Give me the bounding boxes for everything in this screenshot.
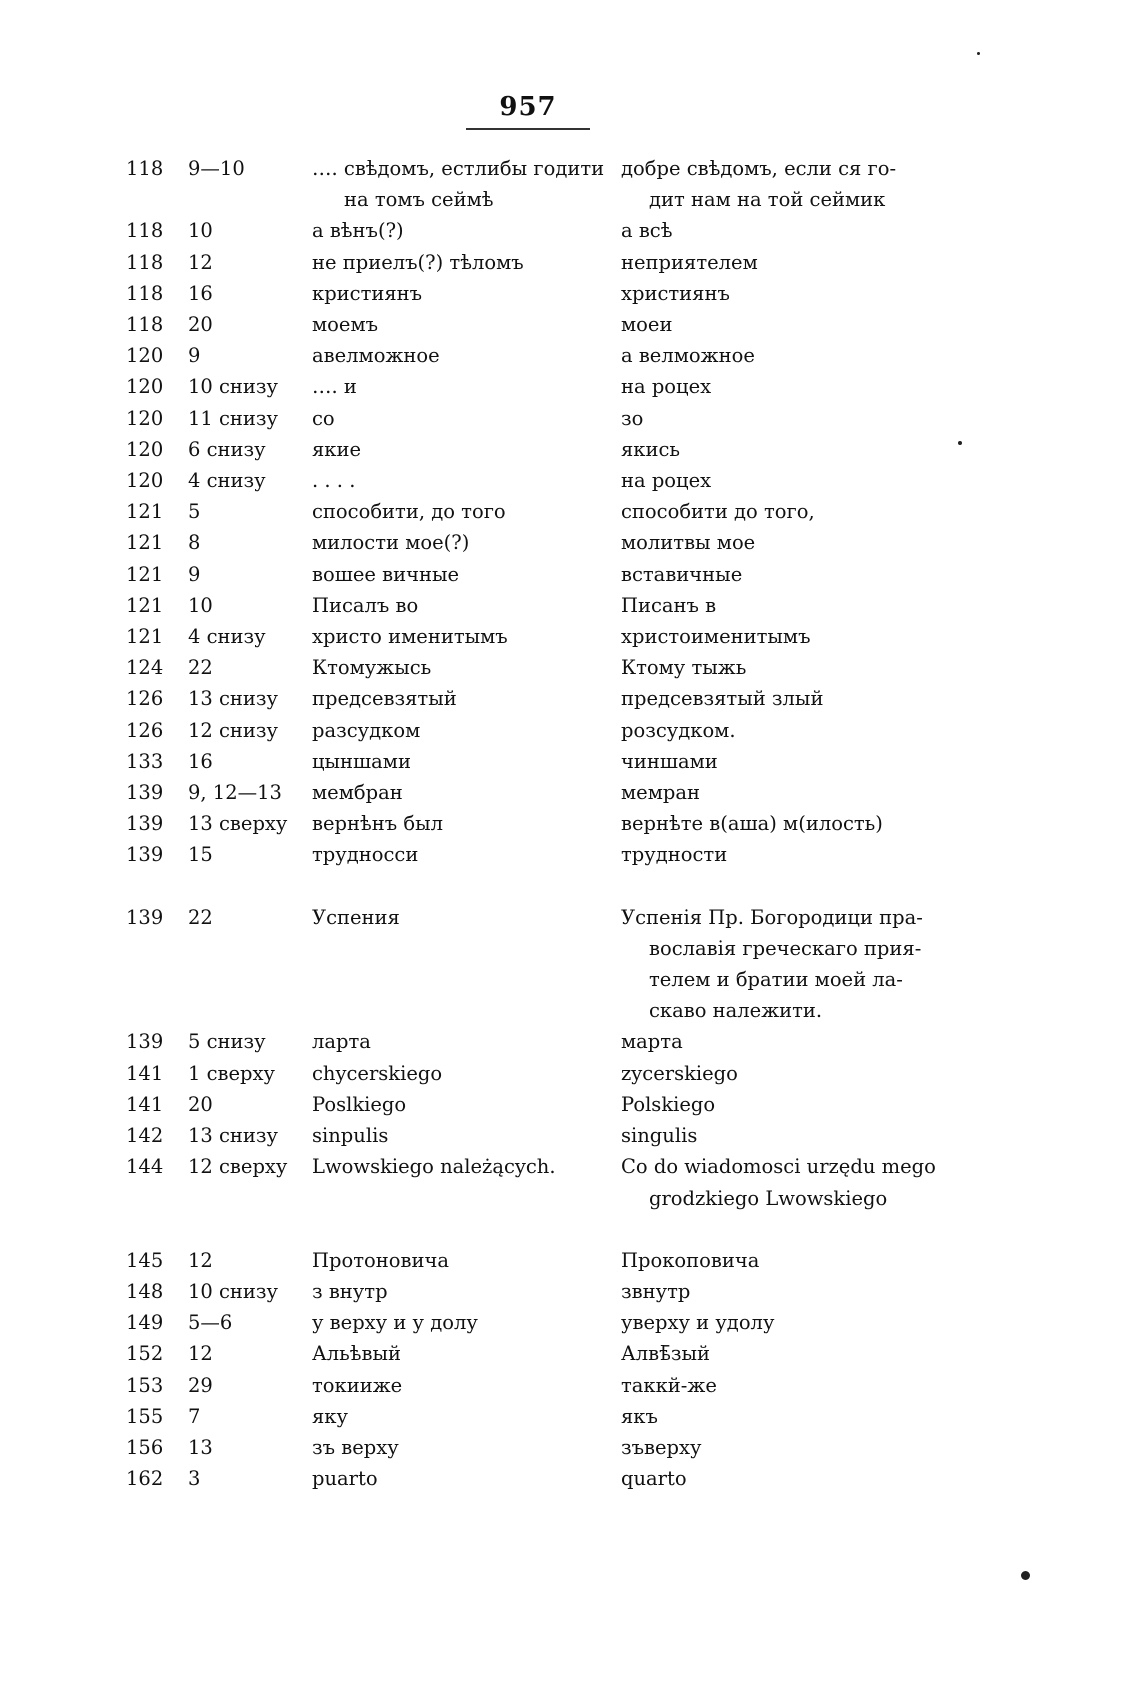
errata-printed-text	[312, 746, 621, 777]
errata-corrected-line: вославія греческаго прия-	[649, 936, 922, 960]
errata-row	[126, 340, 956, 371]
errata-printed-line: кристиянъ	[312, 281, 423, 305]
errata-row	[126, 621, 956, 652]
errata-page-number: 121	[126, 500, 164, 524]
errata-corrected-line: марта	[621, 1030, 683, 1054]
errata-row	[126, 1151, 956, 1213]
errata-printed-text	[312, 1151, 621, 1182]
errata-corrected-line: телем и братии моей ла-	[649, 968, 903, 992]
errata-line-ref: 9, 12—13	[188, 781, 282, 805]
errata-printed-line: Poslkiego	[312, 1092, 407, 1116]
errata-printed-line: Писалъ во	[312, 593, 419, 617]
errata-line-ref: 5—6	[188, 1311, 233, 1335]
errata-printed-text	[312, 808, 621, 839]
errata-corrected-text	[621, 465, 956, 496]
errata-printed-line: Протоновича	[312, 1248, 449, 1272]
errata-printed-text	[312, 1370, 621, 1401]
errata-page-number: 118	[126, 157, 164, 180]
errata-line-ref: 29	[188, 1373, 213, 1397]
errata-row	[126, 777, 956, 808]
errata-corrected-line: зъверху	[621, 1435, 702, 1459]
errata-row	[126, 746, 956, 777]
errata-corrected-text	[621, 371, 956, 402]
errata-row	[126, 1432, 956, 1463]
errata-line-ref: 9—10	[188, 157, 245, 180]
errata-corrected-text	[621, 1089, 956, 1120]
errata-page-number: 124	[126, 656, 164, 680]
errata-printed-text	[312, 434, 621, 465]
errata-corrected-text	[621, 808, 956, 839]
errata-page-number: 139	[126, 1030, 164, 1054]
errata-corrected-text	[621, 1401, 956, 1432]
errata-page-number: 121	[126, 562, 164, 586]
errata-line-ref: 10 снизу	[188, 1279, 279, 1303]
errata-page-number: 152	[126, 1342, 164, 1366]
errata-corrected-text	[621, 1276, 956, 1307]
errata-printed-line: chycerskiego	[312, 1061, 443, 1085]
errata-corrected-line: неприятелем	[621, 250, 758, 274]
errata-row	[126, 1338, 956, 1369]
errata-printed-line: токииже	[312, 1373, 403, 1397]
errata-table	[126, 153, 956, 1494]
errata-printed-line: якие	[312, 437, 362, 461]
errata-printed-line: Альѣвый	[312, 1342, 402, 1366]
errata-page-number: 155	[126, 1404, 164, 1428]
errata-corrected-line: скаво належити.	[649, 999, 823, 1023]
errata-row	[126, 496, 956, 527]
errata-printed-line: христо именитымъ	[312, 625, 508, 649]
errata-line-ref: 8	[188, 531, 201, 555]
errata-row	[126, 153, 956, 215]
errata-printed-line: вернѣнъ был	[312, 812, 444, 836]
errata-line-ref: 5 снизу	[188, 1030, 266, 1054]
errata-line-ref: 3	[188, 1467, 201, 1491]
errata-row	[126, 839, 956, 870]
errata-page-number: 156	[126, 1435, 164, 1459]
errata-printed-text	[312, 839, 621, 870]
errata-corrected-line: зо	[621, 406, 644, 430]
errata-page-number: 121	[126, 531, 164, 555]
errata-line-ref: 12 снизу	[188, 718, 279, 742]
errata-row	[126, 309, 956, 340]
errata-page-number: 153	[126, 1373, 164, 1397]
errata-printed-text	[312, 1432, 621, 1463]
errata-corrected-line: Co do wiadomosci urzędu mego	[621, 1155, 936, 1179]
errata-printed-line: а вѣнъ(?)	[312, 219, 404, 243]
errata-printed-line: sinpulis	[312, 1124, 389, 1148]
errata-corrected-text	[621, 1432, 956, 1463]
errata-line-ref: 9	[188, 344, 201, 368]
errata-printed-text	[312, 465, 621, 496]
errata-printed-text	[312, 590, 621, 621]
errata-printed-text	[312, 371, 621, 402]
errata-corrected-line: вернѣте в(аша) м(илость)	[621, 812, 883, 836]
errata-printed-text	[312, 902, 621, 933]
errata-printed-text	[312, 1307, 621, 1338]
errata-printed-text	[312, 527, 621, 558]
errata-corrected-line: чиншами	[621, 749, 718, 773]
errata-printed-text	[312, 403, 621, 434]
errata-page-number: 148	[126, 1279, 164, 1303]
errata-printed-line: у верху и у долу	[312, 1311, 478, 1335]
errata-printed-line: цыншами	[312, 749, 411, 773]
errata-corrected-line: мемран	[621, 781, 700, 805]
errata-line-ref: 11 снизу	[188, 406, 279, 430]
errata-page-number: 118	[126, 281, 164, 305]
errata-corrected-text	[621, 1120, 956, 1151]
errata-printed-line: ларта	[312, 1030, 371, 1054]
errata-corrected-text	[621, 496, 956, 527]
errata-page-number: 142	[126, 1124, 164, 1148]
errata-line-ref: 10	[188, 219, 213, 243]
errata-printed-text	[312, 215, 621, 246]
errata-corrected-line: Писанъ в	[621, 593, 717, 617]
errata-corrected-text	[621, 278, 956, 309]
errata-line-ref: 22	[188, 905, 213, 929]
errata-row	[126, 1401, 956, 1432]
errata-printed-line: авелможное	[312, 344, 440, 368]
errata-corrected-line: розсудком.	[621, 718, 736, 742]
errata-line-ref: 13 сверху	[188, 812, 288, 836]
errata-printed-text	[312, 777, 621, 808]
errata-row	[126, 434, 956, 465]
errata-corrected-text	[621, 559, 956, 590]
errata-corrected-text	[621, 902, 956, 1027]
errata-printed-line: яку	[312, 1404, 348, 1428]
errata-line-ref: 15	[188, 843, 213, 867]
errata-line-ref: 13 снизу	[188, 1124, 279, 1148]
errata-corrected-line: способити до того,	[621, 500, 815, 524]
errata-printed-line: мембран	[312, 781, 403, 805]
errata-corrected-line: уверху и удолу	[621, 1311, 775, 1335]
errata-row	[126, 652, 956, 683]
errata-page-number: 144	[126, 1155, 164, 1179]
errata-corrected-line: добре свѣдомъ, если ся го-	[621, 157, 897, 180]
errata-corrected-line: таккй-же	[621, 1373, 717, 1397]
errata-page-number: 121	[126, 593, 164, 617]
errata-corrected-text	[621, 1370, 956, 1401]
errata-page-number: 118	[126, 250, 164, 274]
errata-printed-line: милости мое(?)	[312, 531, 470, 555]
errata-row	[126, 1370, 956, 1401]
errata-line-ref: 7	[188, 1404, 201, 1428]
errata-line-ref: 16	[188, 281, 213, 305]
errata-corrected-text	[621, 1026, 956, 1057]
errata-row	[126, 715, 956, 746]
errata-corrected-text	[621, 839, 956, 870]
errata-printed-line: з внутр	[312, 1279, 388, 1303]
errata-page-number: 118	[126, 219, 164, 243]
errata-printed-line: Lwowskiego należących.	[312, 1155, 556, 1179]
errata-row	[126, 247, 956, 278]
errata-printed-text	[312, 496, 621, 527]
errata-row	[126, 1245, 956, 1276]
errata-line-ref: 12	[188, 250, 213, 274]
errata-corrected-line: на роцех	[621, 469, 712, 493]
errata-row	[126, 1026, 956, 1057]
errata-printed-text	[312, 683, 621, 714]
errata-page-number: 120	[126, 437, 164, 461]
errata-corrected-text	[621, 746, 956, 777]
errata-line-ref: 9	[188, 562, 201, 586]
errata-printed-text	[312, 1089, 621, 1120]
errata-printed-line: …. и	[312, 375, 357, 399]
errata-printed-text	[312, 559, 621, 590]
errata-printed-line: со	[312, 406, 335, 430]
errata-printed-text	[312, 1120, 621, 1151]
errata-row	[126, 215, 956, 246]
errata-printed-line: зъ верху	[312, 1435, 399, 1459]
errata-corrected-line: на роцех	[621, 375, 712, 399]
errata-page-number: 126	[126, 718, 164, 742]
errata-row	[126, 902, 956, 1027]
errata-line-ref: 1 сверху	[188, 1061, 275, 1085]
errata-printed-line: трудносси	[312, 843, 419, 867]
errata-corrected-line: Прокоповича	[621, 1248, 760, 1272]
errata-printed-line: Успения	[312, 905, 400, 929]
errata-printed-text	[312, 247, 621, 278]
errata-corrected-text	[621, 153, 956, 215]
errata-line-ref: 12 сверху	[188, 1155, 288, 1179]
errata-corrected-text	[621, 247, 956, 278]
errata-printed-line: моемъ	[312, 313, 379, 337]
errata-printed-text	[312, 1026, 621, 1057]
errata-row	[126, 1058, 956, 1089]
errata-corrected-line: звнутр	[621, 1279, 691, 1303]
errata-corrected-text	[621, 1338, 956, 1369]
errata-corrected-text	[621, 340, 956, 371]
errata-printed-text	[312, 1058, 621, 1089]
errata-line-ref: 6 снизу	[188, 437, 266, 461]
errata-printed-text	[312, 1401, 621, 1432]
errata-page-number: 139	[126, 781, 164, 805]
errata-line-ref: 22	[188, 656, 213, 680]
errata-line-ref: 12	[188, 1342, 213, 1366]
errata-row	[126, 559, 956, 590]
errata-corrected-text	[621, 652, 956, 683]
errata-printed-text	[312, 1276, 621, 1307]
errata-corrected-text	[621, 215, 956, 246]
errata-printed-text	[312, 1463, 621, 1494]
errata-row	[126, 683, 956, 714]
errata-printed-text	[312, 621, 621, 652]
errata-row	[126, 808, 956, 839]
errata-line-ref: 16	[188, 749, 213, 773]
errata-page-number: 139	[126, 843, 164, 867]
errata-row	[126, 403, 956, 434]
errata-corrected-text	[621, 403, 956, 434]
errata-printed-line: на томъ сеймѣ	[344, 188, 494, 212]
errata-printed-text	[312, 278, 621, 309]
errata-row	[126, 1089, 956, 1120]
errata-corrected-text	[621, 683, 956, 714]
errata-printed-text	[312, 153, 621, 215]
errata-page-number: 120	[126, 375, 164, 399]
errata-row	[126, 465, 956, 496]
errata-corrected-text	[621, 1307, 956, 1338]
errata-page-number: 120	[126, 344, 164, 368]
errata-page-number: 120	[126, 469, 164, 493]
errata-row	[126, 590, 956, 621]
errata-corrected-line: предсевзятый злый	[621, 687, 824, 711]
errata-printed-line: puarto	[312, 1467, 378, 1491]
errata-page-number: 141	[126, 1061, 164, 1085]
errata-line-ref: 20	[188, 313, 213, 337]
errata-page-number: 145	[126, 1248, 164, 1272]
errata-line-ref: 13 снизу	[188, 687, 279, 711]
errata-corrected-text	[621, 1058, 956, 1089]
errata-row	[126, 527, 956, 558]
errata-row	[126, 1463, 956, 1494]
errata-corrected-line: вставичные	[621, 562, 743, 586]
errata-row	[126, 371, 956, 402]
page-number-rule	[466, 128, 590, 130]
errata-row	[126, 1120, 956, 1151]
errata-row	[126, 278, 956, 309]
errata-printed-line: . . . .	[312, 469, 356, 493]
errata-corrected-line: христоименитымъ	[621, 625, 811, 649]
errata-corrected-text	[621, 621, 956, 652]
errata-printed-text	[312, 309, 621, 340]
errata-row	[126, 1307, 956, 1338]
errata-corrected-text	[621, 715, 956, 746]
errata-corrected-text	[621, 1151, 956, 1213]
ink-speck	[958, 441, 962, 445]
errata-printed-text	[312, 1338, 621, 1369]
errata-line-ref: 10 снизу	[188, 375, 279, 399]
errata-page-number: 141	[126, 1092, 164, 1116]
errata-corrected-line: якъ	[621, 1404, 658, 1428]
errata-printed-text	[312, 715, 621, 746]
errata-printed-line: разсудком	[312, 718, 421, 742]
errata-corrected-line: singulis	[621, 1124, 698, 1148]
errata-corrected-text	[621, 590, 956, 621]
errata-corrected-text	[621, 1463, 956, 1494]
errata-printed-text	[312, 1245, 621, 1276]
errata-line-ref: 13	[188, 1435, 213, 1459]
errata-line-ref: 4 снизу	[188, 625, 266, 649]
errata-page-number: 149	[126, 1311, 164, 1335]
errata-corrected-line: моеи	[621, 313, 673, 337]
errata-corrected-line: трудности	[621, 843, 728, 867]
errata-printed-line: вошее вичные	[312, 562, 460, 586]
errata-printed-line: Ктомужысь	[312, 656, 432, 680]
errata-corrected-line: якись	[621, 437, 681, 461]
errata-corrected-line: quarto	[621, 1467, 687, 1491]
errata-page-number: 133	[126, 749, 164, 773]
errata-page-number: 120	[126, 406, 164, 430]
errata-line-ref: 20	[188, 1092, 213, 1116]
errata-line-ref: 4 снизу	[188, 469, 266, 493]
errata-row	[126, 1276, 956, 1307]
errata-corrected-text	[621, 309, 956, 340]
ink-speck	[977, 52, 980, 55]
errata-corrected-line: молитвы мое	[621, 531, 756, 555]
errata-corrected-line: дит нам на той сеймик	[649, 188, 886, 212]
errata-printed-line: предсевзятый	[312, 687, 457, 711]
errata-line-ref: 5	[188, 500, 201, 524]
errata-page-number: 162	[126, 1467, 164, 1491]
errata-printed-line: способити, до того	[312, 500, 506, 524]
errata-page-number: 121	[126, 625, 164, 649]
errata-page-number: 118	[126, 313, 164, 337]
errata-corrected-line: християнъ	[621, 281, 730, 305]
errata-printed-line: не приелъ(?) тѣломъ	[312, 250, 524, 274]
errata-page-number: 139	[126, 905, 164, 929]
errata-line-ref: 12	[188, 1248, 213, 1272]
page-number: 957	[499, 92, 557, 122]
errata-corrected-text	[621, 1245, 956, 1276]
errata-corrected-line: Polskiego	[621, 1092, 716, 1116]
errata-corrected-text	[621, 527, 956, 558]
errata-corrected-line: zycerskiego	[621, 1061, 738, 1085]
errata-printed-text	[312, 340, 621, 371]
errata-page-number: 126	[126, 687, 164, 711]
errata-line-ref: 10	[188, 593, 213, 617]
errata-corrected-line: а всѣ	[621, 219, 673, 243]
errata-page-number: 139	[126, 812, 164, 836]
errata-corrected-line: Успенія Пр. Богородици пра-	[621, 905, 923, 929]
errata-printed-line: …. свѣдомъ, естлибы годити	[312, 157, 605, 180]
errata-corrected-text	[621, 434, 956, 465]
errata-corrected-text	[621, 777, 956, 808]
errata-corrected-line: а велможное	[621, 344, 755, 368]
errata-printed-text	[312, 652, 621, 683]
errata-corrected-line: Алвѣ̄зый	[621, 1342, 711, 1366]
ink-speck	[1021, 1571, 1030, 1580]
errata-corrected-line: grodzkiego Lwowskiego	[649, 1186, 888, 1210]
errata-corrected-line: Ктому тыжь	[621, 656, 747, 680]
